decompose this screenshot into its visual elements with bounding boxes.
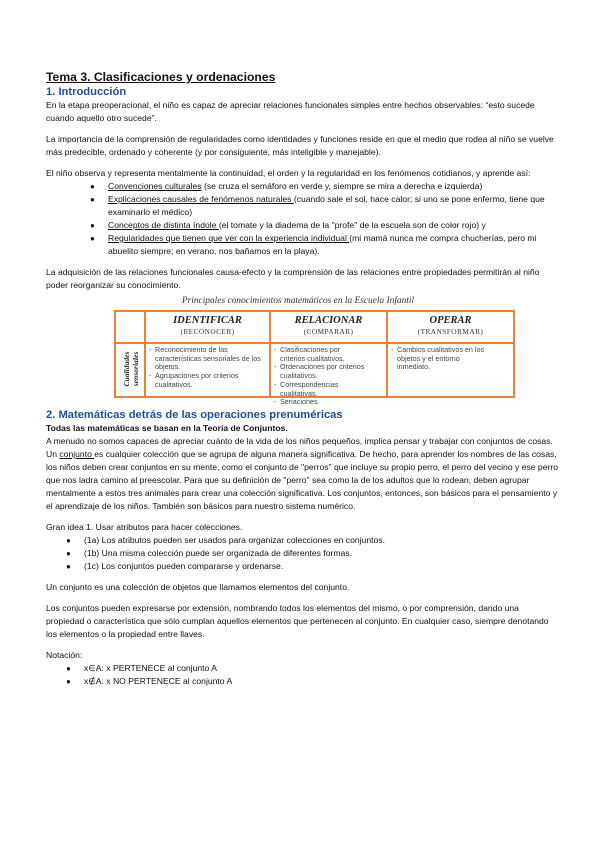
bold-text: Todas las matemáticas se basan en la Teoría de Conjuntos. [46, 423, 288, 433]
cell-item: - Ordenaciones por criterios cualitativos. [274, 363, 366, 380]
cell-item: - Reconocimiento de las características sensoriales de los objetos. [149, 346, 261, 372]
column-header-operar [388, 315, 513, 337]
bullet-icon: ● [66, 549, 71, 558]
column-header-relacionar [271, 315, 386, 337]
cell-item: - Cambios cualitativos en los objetos y el entorno inmediato. [391, 346, 491, 372]
list-item [66, 560, 558, 573]
column-title: IDENTIFICAR [173, 315, 242, 326]
row-label-line: sensoriales [131, 351, 140, 387]
cell-item: - Seriaciones. [274, 398, 366, 407]
list-item [90, 193, 558, 219]
list-item [66, 662, 558, 675]
document-page [46, 70, 558, 688]
paragraph: El niño observa y representa mentalmente la continuidad, el orden y la regularidad en los fenómenos cotidianos, y aprende así: [46, 168, 531, 178]
list-item [90, 180, 558, 193]
bullet-icon: ● [66, 562, 71, 571]
bullet-icon: ● [90, 221, 95, 230]
row-label-text [122, 351, 140, 386]
paragraph [46, 435, 558, 513]
section-heading-introduccion: 1. Introducción [46, 86, 127, 98]
paragraph: La importancia de la comprensión de regularidades como identidades y funciones reside en que el medio que rodea al niño se vuelve más predecible, ordenado y coherente (y por consiguiente, más inteligible y manejable). [46, 134, 554, 157]
row-label-line: Cualidades [122, 351, 131, 387]
figure-table [114, 310, 515, 407]
list-item-text: (el tomate y la diadema de la "profe" de la escuela son de color rojo) y [218, 220, 486, 230]
list-item-text: (cuando sale el sol, hace calor; si uno se pone enfermo, tiene que examinarlo el médico) [108, 194, 545, 217]
notation-title: Notación: [46, 650, 83, 660]
bullet-icon: ● [66, 536, 71, 545]
list-item-text: (se cruza el semáforo en verde y, siempre se mira a derecha e izquierda) [201, 181, 483, 191]
list-item-text: (mi mamá nunca me compra chucherías, pero mi abuelito siempre; en verano, nos bañamos en la playa). [108, 233, 537, 256]
list-item-text: (1a) Los atributos pueden ser usados para organizar colecciones en conjuntos. [84, 535, 385, 545]
table-cell [149, 346, 261, 390]
list-item-text: x∉A: x NO PERTENECE al conjunto A [84, 676, 233, 686]
list-item-text: (1b) Una misma colección puede ser organizada de diferentes formas. [84, 548, 352, 558]
column-subtitle: (TRANSFORMAR) [417, 327, 484, 336]
list-item-text: x∈A: x PERTENECE al conjunto A [84, 663, 217, 673]
bullet-icon: ● [66, 677, 71, 686]
list-item-text: (1c) Los conjuntos pueden compararse y ordenarse. [84, 561, 284, 571]
column-header-identificar [146, 315, 269, 337]
text-run: A menudo no somos capaces de apreciar cuánto de la vida de los niños pequeños, implica pensar y trabajar con conjuntos de cosas. Un [46, 436, 553, 459]
column-subtitle: (COMPARAR) [303, 327, 354, 336]
table-cell [274, 346, 366, 407]
bold-statement [46, 422, 558, 435]
idea-title: Gran idea 1. Usar atributos para hacer colecciones. [46, 522, 243, 532]
list-item-term: Regularidades que tienen que ver con la experiencia individual [108, 233, 350, 243]
cell-item: - Agrupaciones por criterios cualitativos. [149, 372, 261, 389]
paragraph: La adquisición de las relaciones funcionales causa-efecto y la comprensión de las relaciones entre propiedades permitirán al niño poder reorganizar su conocimiento. [46, 267, 540, 290]
notation-list [46, 662, 558, 688]
list-item-term: Conceptos de distinta índole [108, 220, 219, 230]
bullet-icon: ● [66, 664, 71, 673]
list-item-term: Explicaciones causales de fenómenos naturales [108, 194, 294, 204]
idea-list [46, 534, 558, 573]
list-item-term: Convenciones culturales [108, 181, 202, 191]
list-item [90, 219, 558, 232]
list-item [66, 534, 558, 547]
underlined-term: conjunto [59, 449, 95, 459]
table-cell [391, 346, 491, 372]
row-label [118, 342, 144, 396]
list-item [66, 675, 558, 688]
column-title: RELACIONAR [294, 315, 363, 326]
cell-item: - Clasificaciones por criterios cualitativos. [274, 346, 366, 363]
bullet-icon: ● [90, 234, 95, 243]
list-item [66, 547, 558, 560]
document-title: Tema 3. Clasificaciones y ordenaciones [46, 70, 276, 84]
bullet-icon: ● [90, 195, 95, 204]
paragraph: En la etapa preoperacional, el niño es capaz de apreciar relaciones funcionales simples entre hechos observables: “esto sucede cuando aquello otro sucede”. [46, 100, 535, 123]
column-title: OPERAR [429, 315, 472, 326]
section-heading-matematicas: 2. Matemáticas detrás de las operaciones prenuméricas [46, 409, 343, 421]
list-item [90, 232, 558, 258]
bullet-icon: ● [90, 182, 95, 191]
paragraph: Los conjuntos pueden expresarse por extensión, nombrando todos los elementos del mismo, o por comprensión, dando una propiedad o característica que sólo cumplan aquellos elementos que pertenecen al conjunto. En cualquier caso, siempre denotando los elementos o la propiedad entre llaves. [46, 603, 549, 639]
bullet-list [46, 180, 558, 258]
cell-item: - Correspondencias cualitativas. [274, 381, 366, 398]
text-run: es cualquier colección que se agrupa de alguna manera significativa. De hecho, para aprender los nombres de las cosas, los niños deben crear conjuntos en su mente, como el conjunto de "perros" que incluye su propio perro, el perro del vecino y ese perro que nos ladra camino al preescolar. Para que su definición de "perro" sea como la de los adultos que lo rodean, deben agrupar mentalmente a estos tres animales para crear una colección significativa. Los conjuntos, entonces, son básicos para el pensamiento y el aprendizaje de los niños. También son básicos para nuestro sistema numérico. [46, 449, 558, 511]
paragraph: Un conjunto es una colección de objetos que llamamos elementos del conjunto. [46, 582, 350, 592]
figure-title: Principales conocimientos matemáticos en la Escuela Infantil [181, 296, 415, 306]
column-subtitle: (RECONOCER) [180, 327, 235, 336]
